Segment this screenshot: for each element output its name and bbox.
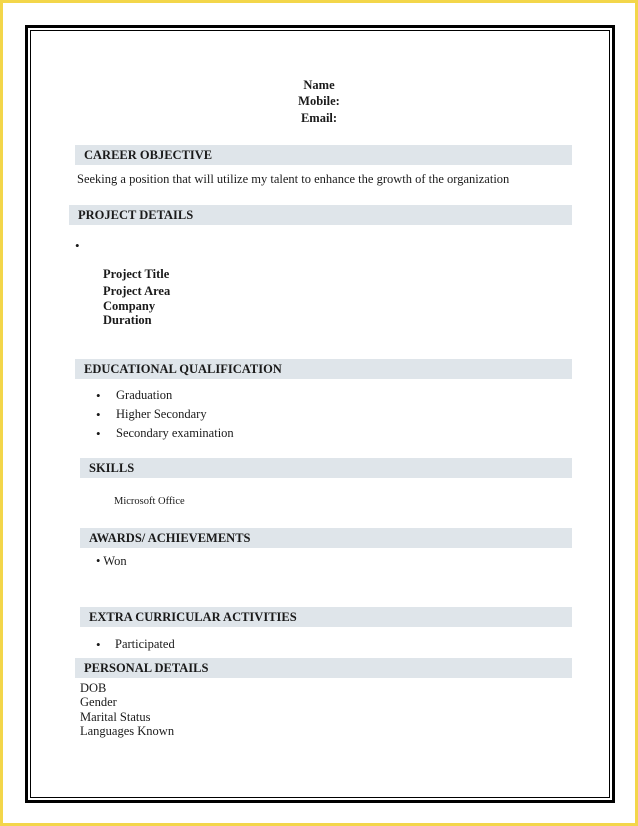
header-name: Name [303, 78, 335, 92]
extra-curricular-bullet: • [96, 637, 101, 652]
section-personal-details: PERSONAL DETAILS [75, 658, 572, 678]
section-education: EDUCATIONAL QUALIFICATION [75, 359, 572, 379]
personal-field-languages: Languages Known [80, 724, 175, 738]
project-field-duration: Duration [103, 313, 152, 327]
personal-field-dob: DOB [80, 681, 107, 695]
section-extra-curricular: EXTRA CURRICULAR ACTIVITIES [80, 607, 572, 627]
personal-field-marital-status: Marital Status [80, 710, 151, 724]
section-skills: SKILLS [80, 458, 572, 478]
header-mobile: Mobile: [298, 94, 340, 108]
section-project-details: PROJECT DETAILS [69, 205, 572, 225]
extra-curricular-item: Participated [115, 637, 175, 651]
education-item: Graduation [116, 388, 173, 402]
career-objective-text: Seeking a position that will utilize my talent to enhance the growth of the organization [77, 172, 510, 186]
education-item: Secondary examination [116, 426, 234, 440]
project-field-company: Company [103, 299, 156, 313]
project-field-title: Project Title [103, 267, 170, 281]
education-item: Higher Secondary [116, 407, 207, 421]
awards-item: • Won [96, 554, 127, 568]
personal-field-gender: Gender [80, 695, 117, 709]
project-field-area: Project Area [103, 284, 171, 298]
education-bullet: • [96, 407, 101, 422]
education-bullet: • [96, 388, 101, 403]
skills-item: Microsoft Office [114, 496, 185, 507]
page-border [25, 25, 615, 803]
header-email: Email: [300, 111, 338, 125]
section-career-objective: CAREER OBJECTIVE [75, 145, 572, 165]
project-bullet: • [75, 238, 80, 253]
section-awards: AWARDS/ ACHIEVEMENTS [80, 528, 572, 548]
education-bullet: • [96, 426, 101, 441]
